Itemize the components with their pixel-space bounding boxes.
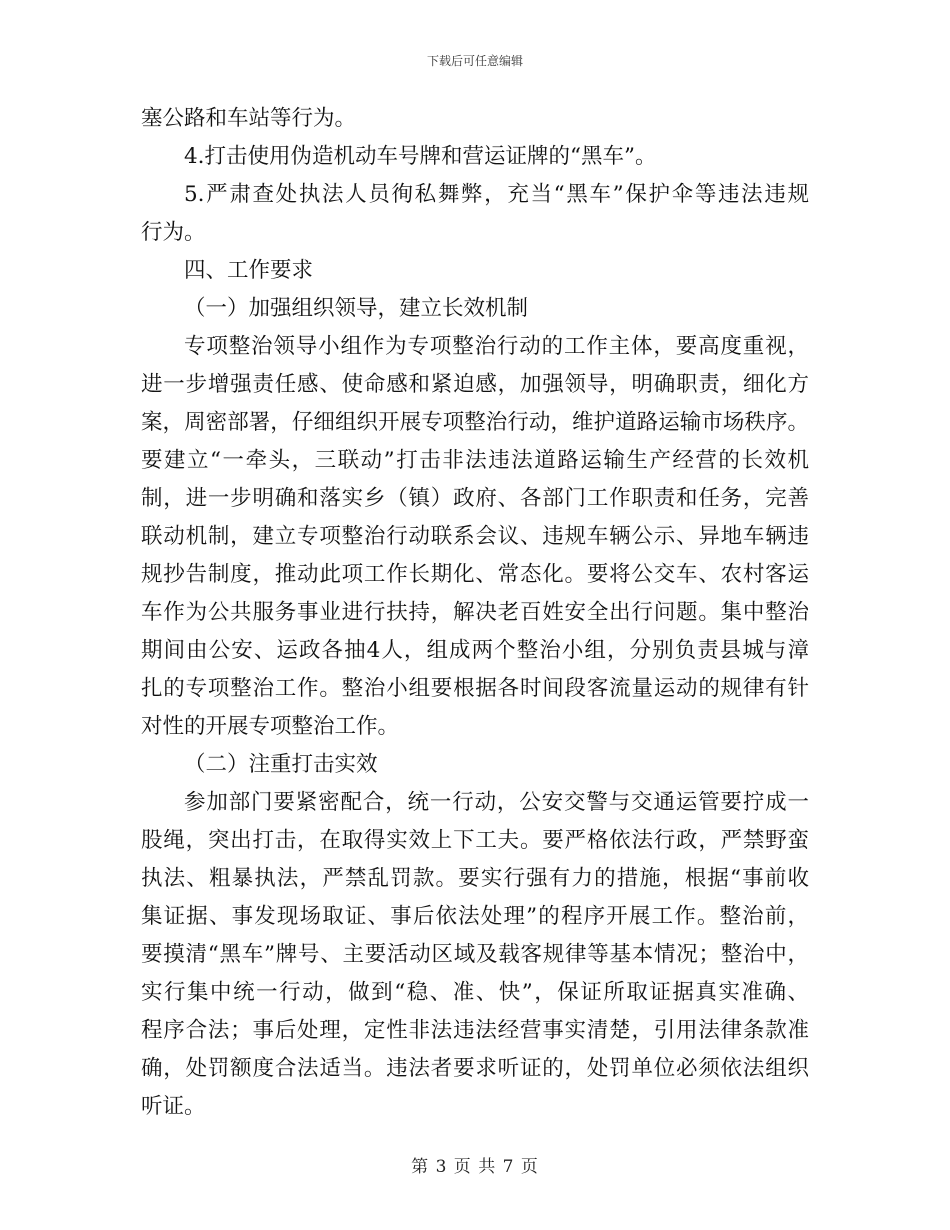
text-line: 案，周密部署，仔细组织开展专项整治行动，维护道路运输市场秩序。 bbox=[141, 410, 809, 435]
text-line: 四、工作要求 bbox=[184, 258, 314, 283]
text-line: 实行集中统一行动，做到“稳、准、快”，保证所取证据真实准确、 bbox=[141, 980, 809, 1005]
text-line: 对性的开展专项整治工作。 bbox=[141, 714, 400, 739]
text-line: 扎的专项整治工作。整治小组要根据各时间段客流量运动的规律有针 bbox=[141, 676, 809, 701]
page-header: 下载后可任意编辑 bbox=[426, 54, 523, 68]
text-line: 专项整治领导小组作为专项整治行动的工作主体，要高度重视， bbox=[184, 334, 809, 359]
text-line: 联动机制，建立专项整治行动联系会议、违规车辆公示、异地车辆违 bbox=[141, 524, 809, 549]
document-body bbox=[141, 100, 809, 1126]
text-line: 规抄告制度，推动此项工作长期化、常态化。要将公交车、农村客运 bbox=[141, 562, 809, 587]
text-line: 听证。 bbox=[141, 1094, 206, 1119]
text-line: 股绳，突出打击，在取得实效上下工夫。要严格依法行政，严禁野蛮 bbox=[141, 828, 809, 853]
text-line: 进一步增强责任感、使命感和紧迫感，加强领导，明确职责，细化方 bbox=[141, 372, 809, 397]
text-line: 确，处罚额度合法适当。违法者要求听证的，处罚单位必须依法组织 bbox=[141, 1056, 809, 1081]
text-line: 制，进一步明确和落实乡（镇）政府、各部门工作职责和任务，完善 bbox=[141, 486, 809, 511]
text-line: 程序合法；事后处理，定性非法违法经营事实清楚，引用法律条款准 bbox=[141, 1018, 809, 1043]
text-line: 集证据、事发现场取证、事后依法处理”的程序开展工作。整治前， bbox=[141, 904, 809, 929]
text-line: 期间由公安、运政各抽4人，组成两个整治小组，分别负责县城与漳 bbox=[141, 638, 809, 663]
text-line: 塞公路和车站等行为。 bbox=[141, 106, 357, 131]
text-line: 参加部门要紧密配合，统一行动，公安交警与交通运管要拧成一 bbox=[184, 790, 809, 815]
text-line: 执法、粗暴执法，严禁乱罚款。要实行强有力的措施，根据“事前收 bbox=[141, 866, 809, 891]
text-line: 车作为公共服务事业进行扶持，解决老百姓安全出行问题。集中整治 bbox=[141, 600, 809, 625]
text-line: （二）注重打击实效 bbox=[184, 752, 378, 777]
text-line: 行为。 bbox=[141, 220, 206, 245]
text-line: （一）加强组织领导，建立长效机制 bbox=[184, 296, 529, 321]
text-line: 要摸清“黑车”牌号、主要活动区域及载客规律等基本情况；整治中， bbox=[141, 942, 809, 967]
text-line: 5.严肃查处执法人员徇私舞弊，充当“黑车”保护伞等违法违规 bbox=[184, 182, 809, 207]
text-line: 4.打击使用伪造机动车号牌和营运证牌的“黑车”。 bbox=[184, 144, 657, 169]
page-footer: 第 3 页 共 7 页 bbox=[411, 1157, 539, 1177]
text-line: 要建立“一牵头，三联动”打击非法违法道路运输生产经营的长效机 bbox=[141, 448, 809, 473]
